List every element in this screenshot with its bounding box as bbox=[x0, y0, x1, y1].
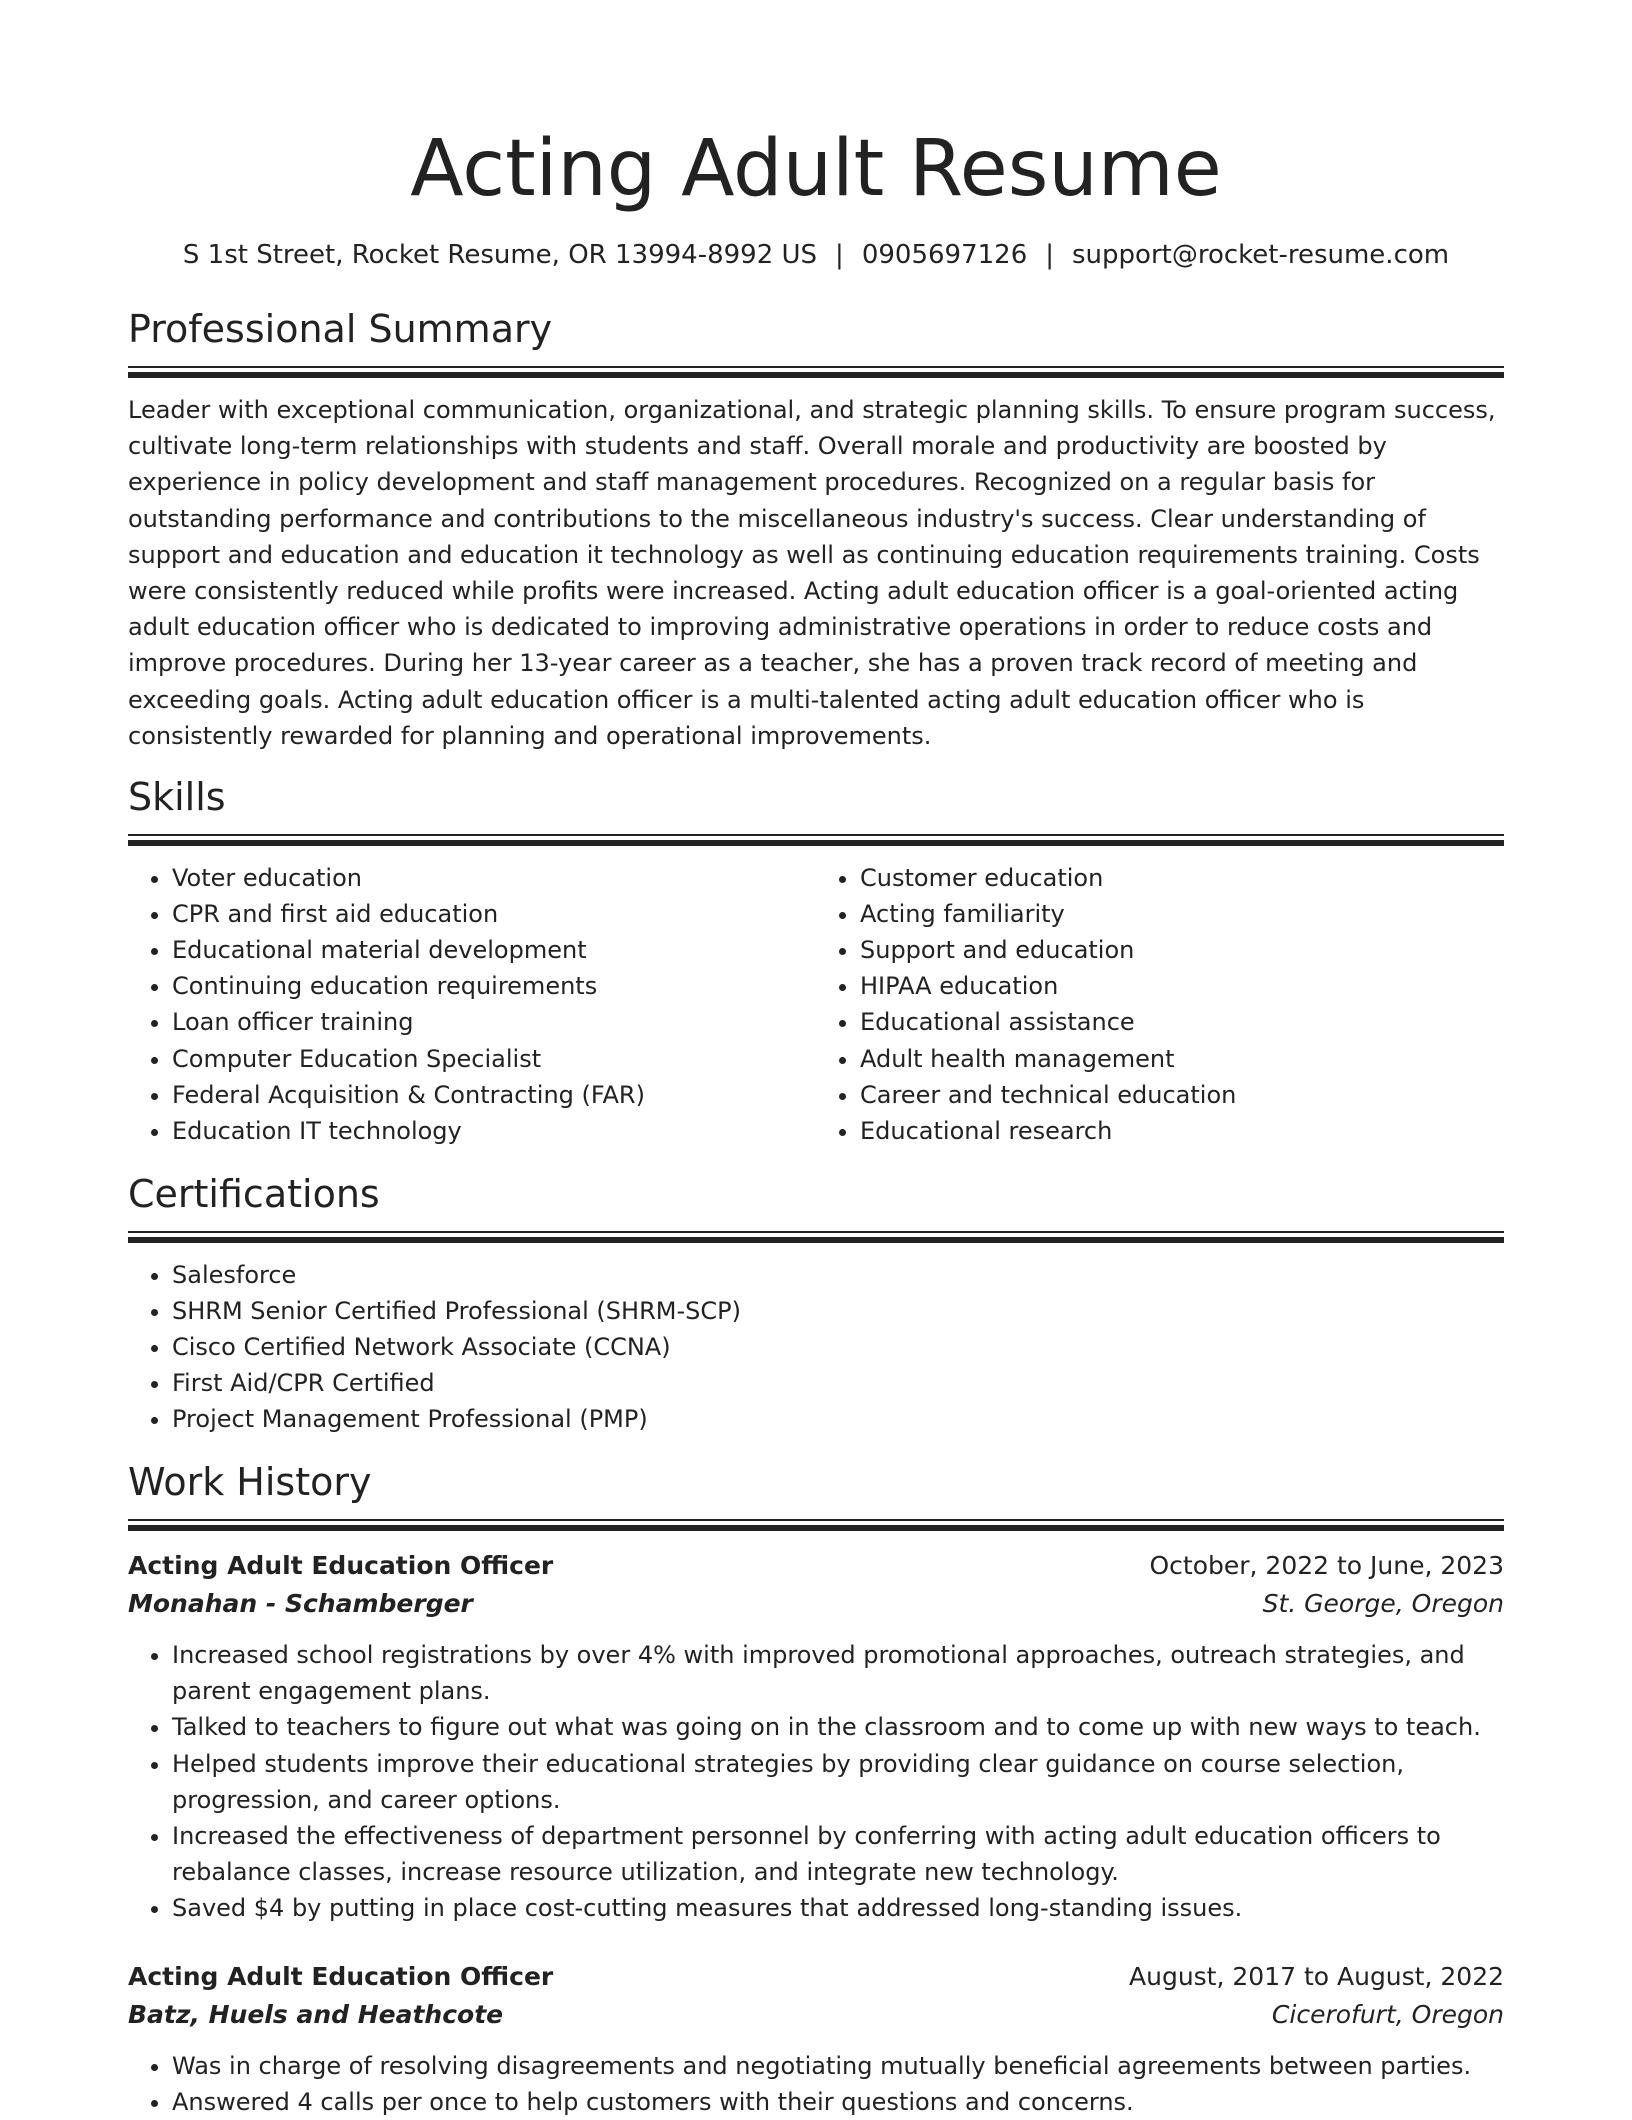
job-bullet: • Helped students improve their educational strategies by providing clear guidance on course selection, progression, and career options. bbox=[172, 1746, 1504, 1818]
section-divider bbox=[128, 366, 1504, 378]
skills-left-column bbox=[128, 860, 816, 1149]
contact-address: S 1st Street, Rocket Resume, OR 13994-8992 US bbox=[182, 240, 818, 270]
job-bullet: • Talked to teachers to figure out what was going on in the classroom and to come up with new ways to teach. bbox=[172, 1709, 1504, 1745]
skill-item: • Career and technical education bbox=[860, 1077, 1504, 1113]
job-bullet: • Was in charge of resolving disagreements and negotiating mutually beneficial agreements between parties. bbox=[172, 2048, 1504, 2084]
contact-line bbox=[128, 238, 1504, 272]
summary-section bbox=[128, 306, 1504, 754]
job-bullet: • Saved $4 by putting in place cost-cutting measures that addressed long-standing issues. bbox=[172, 1890, 1504, 1926]
certification-item: • Project Management Professional (PMP) bbox=[172, 1401, 1504, 1437]
job-entry bbox=[128, 1958, 1504, 2120]
job-subheader bbox=[128, 1996, 1504, 2034]
skill-item: • Educational material development bbox=[172, 932, 816, 968]
summary-heading: Professional Summary bbox=[128, 307, 553, 351]
skill-item: • Educational assistance bbox=[860, 1004, 1504, 1040]
skill-item: • CPR and first aid education bbox=[172, 896, 816, 932]
job-bullet: • Increased the effectiveness of department personnel by conferring with acting adult education officers to rebalance classes, increase resource utilization, and integrate new technology. bbox=[172, 1818, 1504, 1890]
contact-separator: | bbox=[1045, 240, 1054, 270]
section-divider bbox=[128, 1519, 1504, 1531]
job-subheader bbox=[128, 1585, 1504, 1623]
skill-item: • Continuing education requirements bbox=[172, 968, 816, 1004]
job-dates: October, 2022 to June, 2023 bbox=[1149, 1551, 1504, 1581]
job-company: Batz, Huels and Heathcote bbox=[128, 2000, 504, 2029]
skill-item: • HIPAA education bbox=[860, 968, 1504, 1004]
certification-item: • Salesforce bbox=[172, 1257, 1504, 1293]
skill-item: • Computer Education Specialist bbox=[172, 1041, 816, 1077]
skills-section bbox=[128, 774, 1504, 1149]
contact-phone: 0905697126 bbox=[861, 240, 1028, 270]
skill-item: • Loan officer training bbox=[172, 1004, 816, 1040]
job-bullets bbox=[128, 1637, 1504, 1926]
job-location: St. George, Oregon bbox=[1262, 1589, 1504, 1619]
certifications-section bbox=[128, 1171, 1504, 1437]
skill-item: • Federal Acquisition & Contracting (FAR) bbox=[172, 1077, 816, 1113]
job-bullet: • Increased school registrations by over 4% with improved promotional approaches, outreach strategies, and parent engagement plans. bbox=[172, 1637, 1504, 1709]
skill-item: • Acting familiarity bbox=[860, 896, 1504, 932]
skill-item: • Voter education bbox=[172, 860, 816, 896]
skill-item: • Customer education bbox=[860, 860, 1504, 896]
certification-item: • Cisco Certified Network Associate (CCNA) bbox=[172, 1329, 1504, 1365]
job-location: Cicerofurt, Oregon bbox=[1271, 2000, 1504, 2029]
summary-text: Leader with exceptional communication, organizational, and strategic planning skills. To ensure program success, cultivate long-term relationships with students and staff. Overall morale and productivity are boosted by experience in policy development and staff management procedures. Recognized on a regular basis for outstanding performance and contributions to the miscellaneous industry's success. Clear understanding of support and education and education it technology as well as continuing education requirements training. Costs were consistently reduced while profits were increased. Acting adult education officer is a goal-oriented acting adult education officer who is dedicated to improving administrative operations in order to reduce costs and improve procedures. During her 13-year career as a teacher, she has a proven track record of meeting and exceeding goals. Acting adult education officer is a multi-talented acting adult education officer who is consistently rewarded for planning and operational improvements. bbox=[128, 396, 1496, 750]
job-bullet: • Answered 4 calls per once to help customers with their questions and concerns. bbox=[172, 2084, 1504, 2120]
job-company: Monahan - Schamberger bbox=[128, 1589, 473, 1619]
section-divider bbox=[128, 1231, 1504, 1243]
job-title: Acting Adult Education Officer bbox=[128, 1551, 554, 1581]
job-bullets bbox=[128, 2048, 1504, 2120]
skills-grid bbox=[128, 860, 1504, 1149]
certification-item: • SHRM Senior Certified Professional (SHRM-SCP) bbox=[172, 1293, 1504, 1329]
work-history-section bbox=[128, 1459, 1504, 2120]
section-divider bbox=[128, 834, 1504, 846]
skills-right-column bbox=[816, 860, 1504, 1149]
job-header bbox=[128, 1958, 1504, 1996]
certification-item: • First Aid/CPR Certified bbox=[172, 1365, 1504, 1401]
work-history-heading: Work History bbox=[128, 1460, 372, 1505]
resume-title: Acting Adult Resume bbox=[410, 124, 1222, 214]
skill-item: • Support and education bbox=[860, 932, 1504, 968]
skills-heading: Skills bbox=[128, 775, 226, 820]
skill-item: • Adult health management bbox=[860, 1041, 1504, 1077]
contact-separator: | bbox=[835, 240, 844, 270]
job-header bbox=[128, 1547, 1504, 1585]
job-dates: August, 2017 to August, 2022 bbox=[1129, 1962, 1504, 1991]
skill-item: • Education IT technology bbox=[172, 1113, 816, 1149]
job-title: Acting Adult Education Officer bbox=[128, 1962, 554, 1991]
skill-item: • Educational research bbox=[860, 1113, 1504, 1149]
contact-email: support@rocket-resume.com bbox=[1072, 240, 1450, 270]
job-entry bbox=[128, 1547, 1504, 1926]
certifications-heading: Certifications bbox=[128, 1171, 380, 1216]
certifications-list bbox=[128, 1257, 1504, 1437]
